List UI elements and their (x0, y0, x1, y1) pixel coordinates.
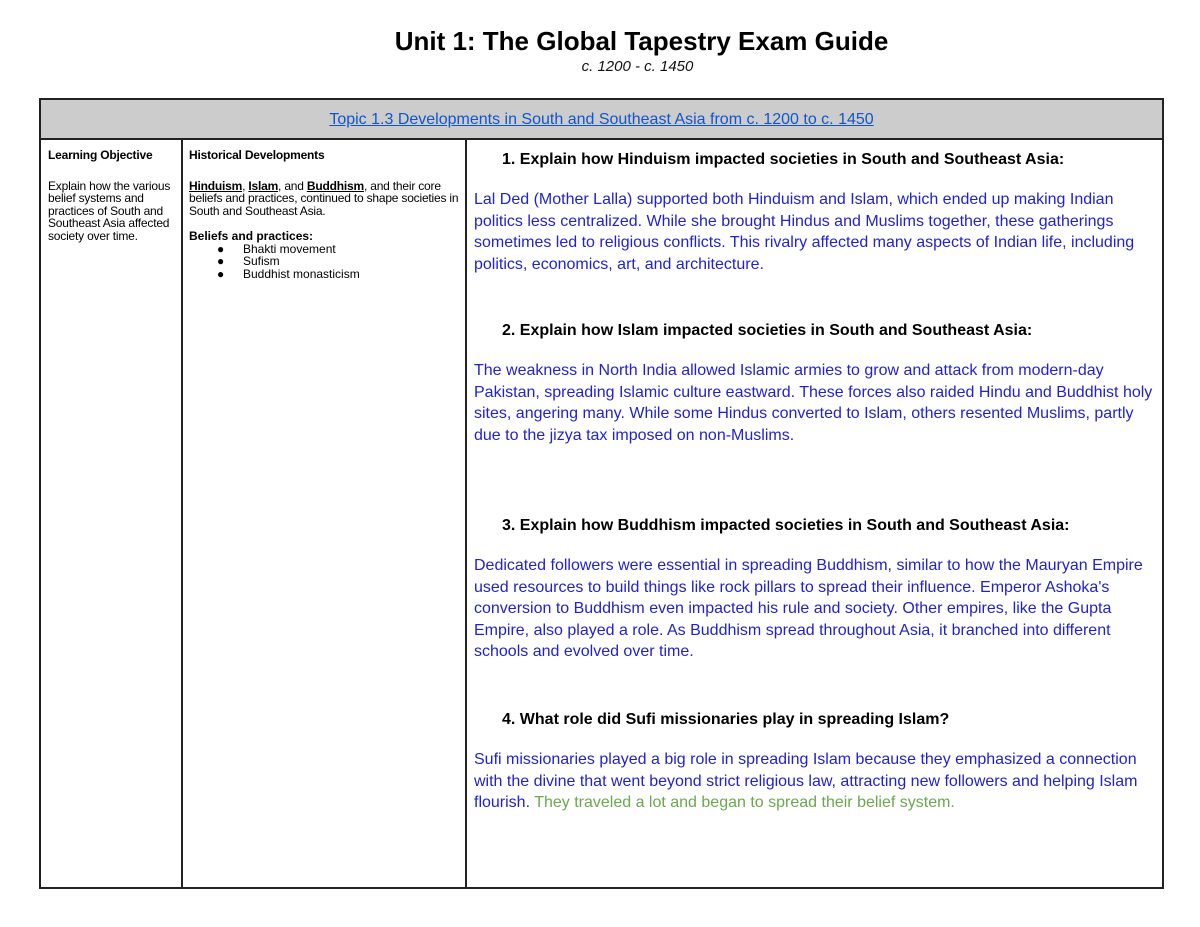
historical-developments-text (189, 180, 465, 218)
bullet-text: Sufism (243, 254, 280, 268)
question-2: 2. Explain how Islam impacted societies in South and Southeast Asia: (502, 322, 1033, 339)
term-islam: Islam (248, 178, 279, 193)
learning-objective-cell (48, 149, 176, 242)
question-block-2 (474, 321, 1162, 446)
answer-3: Dedicated followers were essential in spreading Buddhism, similar to how the Mauryan Empire used resources to build things like rock pillars to spread their influence. Emperor Ashoka's conversion to Buddhism even impacted his rule and society. Other empires, like the Gupta Empire, also played a role. As Buddhism spread throughout Asia, it branched into different schools and evolved over time. (474, 557, 1143, 660)
core-beliefs-text: , and their core beliefs and practices, continued to shape societies in South and Southeast Asia. (189, 178, 459, 218)
exam-guide-table (39, 98, 1164, 889)
beliefs-practices-label: Beliefs and practices: (189, 229, 314, 243)
column-divider-1 (181, 140, 183, 887)
question-block-1 (474, 150, 1162, 275)
answer-2: The weakness in North India allowed Islamic armies to grow and attack from modern-day Pakistan, spreading Islamic culture eastward. These forces also raided Hindu and Buddhist holy sites, angering many. While some Hindus converted to Islam, others resented Muslims, partly due to the jizya tax imposed on non-Muslims. (474, 362, 1153, 444)
bullet-text: Bhakti movement (243, 241, 336, 256)
term-buddhism: Buddhism (306, 178, 364, 193)
topic-link[interactable]: Topic 1.3 Developments in South and Southeast Asia from c. 1200 to c. 1450 (329, 111, 874, 128)
topic-header-row (41, 100, 1162, 140)
document-title: Unit 1: The Global Tapestry Exam Guide (394, 26, 889, 56)
answer-4 (474, 749, 1162, 814)
bullet-text: Buddhist monasticism (243, 266, 360, 281)
column-divider-2 (465, 140, 467, 887)
question-4: 4. What role did Sufi missionaries play in spreading Islam? (502, 711, 950, 728)
learning-objective-text: Explain how the various belief systems and practices of South and Southeast Asia affected society over time. (48, 178, 171, 243)
answer-1: Lal Ded (Mother Lalla) supported both Hinduism and Islam, which ended up making Indian politics less centralized. While she brought Hindus and Muslims together, these gatherings sometimes led to religious conflicts. This rivalry affected many aspects of Indian life, including politics, economics, art, and architecture. (474, 191, 1135, 273)
bullet-icon: ● (217, 254, 225, 268)
bullet-icon: ● (217, 266, 225, 281)
learning-objective-label: Learning Objective (48, 148, 153, 162)
answer-4-extra-text: They traveled a lot and began to spread their belief system. (534, 794, 955, 811)
document-subtitle: c. 1200 - c. 1450 (581, 58, 694, 75)
question-1: 1. Explain how Hinduism impacted societies in South and Southeast Asia: (502, 151, 1065, 168)
answer-4-text: Sufi missionaries played a big role in spreading Islam because they emphasized a connection with the divine that went beyond strict religious law, attracting new followers and helping Islam flourish. (474, 751, 1138, 811)
question-block-3 (474, 516, 1162, 663)
bullet-icon: ● (217, 241, 225, 256)
list-item (217, 268, 465, 281)
term-separator-1: , (242, 178, 249, 193)
historical-developments-cell (189, 149, 465, 280)
question-3: 3. Explain how Buddhism impacted societies in South and Southeast Asia: (502, 517, 1070, 534)
term-hinduism: Hinduism (189, 178, 243, 193)
question-block-4 (474, 710, 1162, 814)
term-separator-2: , and (278, 178, 307, 193)
historical-developments-label: Historical Developments (189, 148, 325, 162)
beliefs-practices-list (189, 243, 465, 281)
